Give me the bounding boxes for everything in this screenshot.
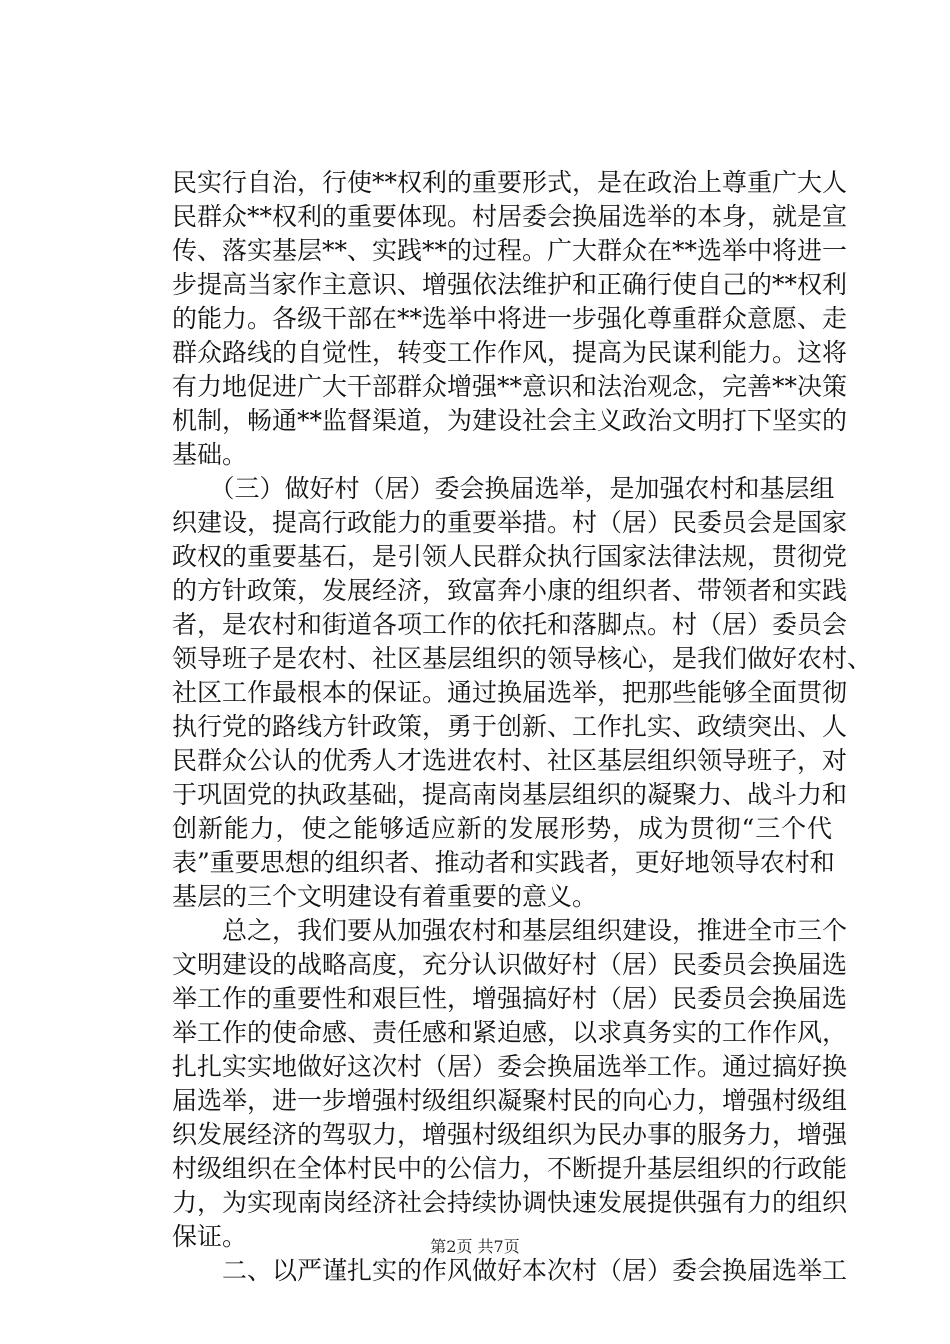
text-line: 举工作的重要性和艰巨性，增强搞好村（居）民委员会换届选 (172, 984, 848, 1013)
text-line: 织发展经济的驾驭力，增强村级组织为民办事的服务力，增强 (172, 1120, 848, 1149)
text-line: 领导班子是农村、社区基层组织的领导核心，是我们做好农村、 (172, 644, 873, 673)
text-line: 表”重要思想的组织者、推动者和实践者，更好地领导农村和 (172, 848, 835, 877)
text-line: 扎扎实实地做好这次村（居）委会换届选举工作。通过搞好换 (172, 1052, 848, 1081)
text-line: 创新能力，使之能够适应新的发展形势，成为贯彻“三个代 (172, 814, 832, 843)
text-line: 传、落实基层**、实践**的过程。广大群众在**选举中将进一 (172, 236, 848, 265)
text-line: 织建设，提高行政能力的重要举措。村（居）民委员会是国家 (172, 508, 848, 537)
text-line: 届选举，进一步增强村级组织凝聚村民的向心力，增强村级组 (172, 1086, 848, 1115)
text-line: 力，为实现南岗经济社会持续协调快速发展提供强有力的组织 (172, 1188, 848, 1217)
text-line: 举工作的使命感、责任感和紧迫感，以求真务实的工作作风， (172, 1018, 848, 1047)
text-line: 文明建设的战略高度，充分认识做好村（居）民委员会换届选 (172, 950, 848, 979)
text-line: 民群众**权利的重要体现。村居委会换届选举的本身，就是宣 (172, 202, 848, 231)
text-line: 总之，我们要从加强农村和基层组织建设，推进全市三个 (172, 916, 848, 945)
text-line: 民群众公认的优秀人才选进农村、社区基层组织领导班子，对 (172, 746, 848, 775)
page-footer: 第2页 共7页 (430, 1237, 520, 1256)
text-line: 民实行自治，行使**权利的重要形式，是在政治上尊重广大人 (172, 168, 848, 197)
text-line: 者，是农村和街道各项工作的依托和落脚点。村（居）委员会 (172, 610, 848, 639)
text-line: 执行党的路线方针政策，勇于创新、工作扎实、政绩突出、人 (172, 712, 848, 741)
text-line: 的方针政策，发展经济，致富奔小康的组织者、带领者和实践 (172, 576, 848, 605)
text-line: 群众路线的自觉性，转变工作作风，提高为民谋利能力。这将 (172, 338, 848, 367)
text-line: 的能力。各级干部在**选举中将进一步强化尊重群众意愿、走 (172, 304, 848, 333)
text-line: 二、以严谨扎实的作风做好本次村（居）委会换届选举工 (172, 1256, 848, 1285)
text-line: 有力地促进广大干部群众增强**意识和法治观念，完善**决策 (172, 372, 848, 401)
text-line: 步提高当家作主意识、增强依法维护和正确行使自己的**权利 (172, 270, 848, 299)
text-line: 基础。 (172, 440, 248, 469)
text-line: （三）做好村（居）委会换届选举，是加强农村和基层组 (172, 474, 835, 503)
text-line: 基层的三个文明建设有着重要的意义。 (172, 882, 598, 911)
body-text (172, 166, 873, 1288)
text-line: 机制，畅通**监督渠道，为建设社会主义政治文明打下坚实的 (172, 406, 848, 435)
text-line: 于巩固党的执政基础，提高南岗基层组织的凝聚力、战斗力和 (172, 780, 848, 809)
text-line: 保证。 (172, 1222, 248, 1251)
text-line: 村级组织在全体村民中的公信力，不断提升基层组织的行政能 (172, 1154, 848, 1183)
text-line: 社区工作最根本的保证。通过换届选举，把那些能够全面贯彻 (172, 678, 848, 707)
text-line: 政权的重要基石，是引领人民群众执行国家法律法规，贯彻党 (172, 542, 848, 571)
